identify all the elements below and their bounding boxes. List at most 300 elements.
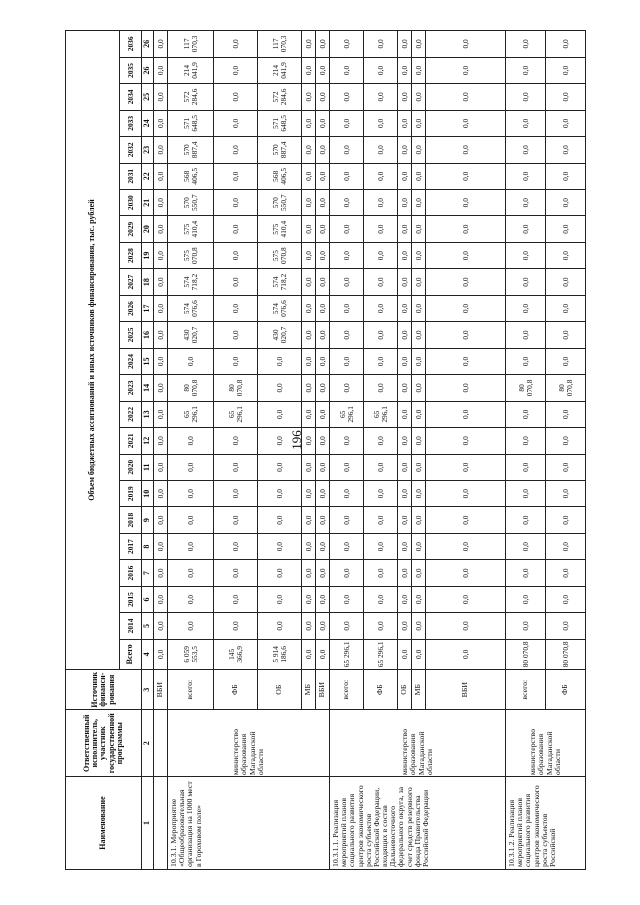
row-name: 10.3.1. Мероприятие «Общеобразовательная организация на 1000 мест в Гороховом поле» bbox=[168, 777, 330, 870]
value-year: 0,0 bbox=[546, 163, 586, 189]
column-number: 15 bbox=[142, 348, 154, 374]
value-total: 0,0 bbox=[426, 639, 506, 669]
value-year: 0,0 bbox=[546, 428, 586, 454]
value-year: 0,0 bbox=[426, 163, 506, 189]
value-year: 0,0 bbox=[364, 110, 398, 136]
value-year: 0,0 bbox=[412, 322, 426, 348]
column-number: 22 bbox=[142, 163, 154, 189]
funding-source: МБ bbox=[302, 669, 316, 709]
value-year: 0,0 bbox=[364, 507, 398, 533]
value-year: 0,0 bbox=[154, 507, 168, 533]
value-year: 0,0 bbox=[546, 84, 586, 110]
value-year: 0,0 bbox=[214, 560, 258, 586]
row-name: 10.3.1.1. Реализация мероприятий планов социального развития центров экономического роста субъектов Российской Федерации, входящих в состав Дальневосточного федерального округа, за счет средств резервного фонда Правительства Российской Федерации bbox=[330, 777, 506, 870]
value-year: 0,0 bbox=[412, 57, 426, 83]
value-year: 0,0 bbox=[412, 348, 426, 374]
value-year: 0,0 bbox=[412, 586, 426, 612]
value-year: 0,0 bbox=[398, 586, 412, 612]
column-number: 19 bbox=[142, 242, 154, 268]
value-year: 0,0 bbox=[412, 269, 426, 295]
value-year: 0,0 bbox=[316, 613, 330, 639]
value-year: 0,0 bbox=[546, 189, 586, 215]
value-total: 0,0 bbox=[302, 639, 316, 669]
value-year: 0,0 bbox=[546, 560, 586, 586]
value-year: 0,0 bbox=[154, 533, 168, 559]
value-year: 0,0 bbox=[330, 189, 364, 215]
value-year: 0,0 bbox=[426, 480, 506, 506]
value-year: 0,0 bbox=[316, 216, 330, 242]
value-year: 0,0 bbox=[398, 189, 412, 215]
column-number: 21 bbox=[142, 189, 154, 215]
value-year: 0,0 bbox=[364, 189, 398, 215]
value-year: 0,0 bbox=[506, 242, 546, 268]
value-year: 0,0 bbox=[214, 269, 258, 295]
value-year: 0,0 bbox=[302, 533, 316, 559]
value-total: 65 296,1 bbox=[364, 639, 398, 669]
row-responsible: министерство образования Магаданской области bbox=[168, 710, 330, 777]
value-year: 0,0 bbox=[258, 375, 302, 401]
value-year: 574 718,2 bbox=[168, 269, 214, 295]
table-row bbox=[154, 31, 168, 870]
value-year: 0,0 bbox=[214, 189, 258, 215]
value-year: 0,0 bbox=[330, 137, 364, 163]
value-year: 0,0 bbox=[214, 216, 258, 242]
value-year: 0,0 bbox=[316, 242, 330, 268]
value-year: 0,0 bbox=[506, 84, 546, 110]
value-year: 0,0 bbox=[214, 137, 258, 163]
header-year: 2018 bbox=[120, 507, 142, 533]
value-total: 0,0 bbox=[154, 639, 168, 669]
value-year: 0,0 bbox=[364, 428, 398, 454]
value-year: 0,0 bbox=[546, 57, 586, 83]
value-year: 570 550,7 bbox=[258, 189, 302, 215]
value-year: 0,0 bbox=[316, 110, 330, 136]
value-year: 0,0 bbox=[330, 454, 364, 480]
column-number: 6 bbox=[142, 586, 154, 612]
value-year: 0,0 bbox=[154, 560, 168, 586]
value-year: 0,0 bbox=[364, 454, 398, 480]
value-year: 570 887,4 bbox=[168, 137, 214, 163]
header-year: 2035 bbox=[120, 57, 142, 83]
value-year: 0,0 bbox=[302, 242, 316, 268]
value-year: 0,0 bbox=[398, 216, 412, 242]
value-year: 0,0 bbox=[546, 322, 586, 348]
value-year: 0,0 bbox=[330, 31, 364, 58]
value-year: 574 076,6 bbox=[168, 295, 214, 321]
value-year: 0,0 bbox=[302, 137, 316, 163]
value-year: 0,0 bbox=[154, 322, 168, 348]
value-year: 0,0 bbox=[426, 110, 506, 136]
value-year: 0,0 bbox=[154, 57, 168, 83]
value-year: 0,0 bbox=[364, 560, 398, 586]
value-year: 0,0 bbox=[364, 533, 398, 559]
value-year: 0,0 bbox=[412, 110, 426, 136]
value-year: 0,0 bbox=[258, 428, 302, 454]
value-year: 575 070,8 bbox=[168, 242, 214, 268]
value-year: 572 284,6 bbox=[258, 84, 302, 110]
value-year: 0,0 bbox=[302, 560, 316, 586]
column-number: 18 bbox=[142, 269, 154, 295]
value-year: 0,0 bbox=[330, 375, 364, 401]
value-year: 0,0 bbox=[426, 533, 506, 559]
row-responsible: министерство образования Магаданской области bbox=[330, 710, 506, 777]
value-year: 0,0 bbox=[412, 31, 426, 58]
value-year: 0,0 bbox=[214, 31, 258, 58]
table-row bbox=[330, 31, 364, 870]
value-year: 0,0 bbox=[316, 560, 330, 586]
value-year: 0,0 bbox=[214, 454, 258, 480]
column-number: 11 bbox=[142, 454, 154, 480]
value-year: 0,0 bbox=[426, 507, 506, 533]
value-year: 0,0 bbox=[214, 57, 258, 83]
value-year: 0,0 bbox=[506, 428, 546, 454]
value-year: 0,0 bbox=[168, 613, 214, 639]
value-year: 0,0 bbox=[398, 454, 412, 480]
value-year: 574 718,2 bbox=[258, 269, 302, 295]
value-year: 0,0 bbox=[330, 110, 364, 136]
value-year: 0,0 bbox=[398, 533, 412, 559]
value-year: 65 296,1 bbox=[168, 401, 214, 427]
value-year: 572 284,6 bbox=[168, 84, 214, 110]
value-year: 0,0 bbox=[426, 586, 506, 612]
header-year: 2026 bbox=[120, 295, 142, 321]
column-number: 17 bbox=[142, 295, 154, 321]
value-year: 0,0 bbox=[214, 242, 258, 268]
value-year: 0,0 bbox=[426, 560, 506, 586]
value-year: 0,0 bbox=[258, 454, 302, 480]
column-number: 23 bbox=[142, 137, 154, 163]
value-year: 0,0 bbox=[154, 401, 168, 427]
value-year: 0,0 bbox=[214, 84, 258, 110]
value-year: 0,0 bbox=[426, 216, 506, 242]
value-year: 0,0 bbox=[364, 348, 398, 374]
header-year: 2029 bbox=[120, 216, 142, 242]
column-number: 12 bbox=[142, 428, 154, 454]
value-year: 0,0 bbox=[302, 375, 316, 401]
value-year: 0,0 bbox=[214, 322, 258, 348]
value-year: 0,0 bbox=[316, 454, 330, 480]
header-year: 2021 bbox=[120, 428, 142, 454]
value-year: 0,0 bbox=[398, 480, 412, 506]
value-year: 0,0 bbox=[302, 295, 316, 321]
value-year: 574 076,6 bbox=[258, 295, 302, 321]
header-year: 2014 bbox=[120, 613, 142, 639]
value-year: 0,0 bbox=[364, 57, 398, 83]
value-year: 0,0 bbox=[154, 428, 168, 454]
value-year: 0,0 bbox=[316, 507, 330, 533]
column-number: 14 bbox=[142, 375, 154, 401]
value-year: 0,0 bbox=[412, 216, 426, 242]
value-year: 0,0 bbox=[398, 401, 412, 427]
value-year: 0,0 bbox=[546, 31, 586, 58]
value-year: 0,0 bbox=[214, 295, 258, 321]
header-year: 2034 bbox=[120, 84, 142, 110]
column-number: 7 bbox=[142, 560, 154, 586]
value-year: 0,0 bbox=[302, 322, 316, 348]
value-year: 0,0 bbox=[398, 560, 412, 586]
value-year: 0,0 bbox=[330, 348, 364, 374]
value-year: 0,0 bbox=[154, 613, 168, 639]
value-total: 80 070,8 bbox=[506, 639, 546, 669]
value-year: 0,0 bbox=[330, 613, 364, 639]
value-year: 0,0 bbox=[154, 586, 168, 612]
header-responsible: Ответственный исполнитель, участник государственной программы bbox=[66, 710, 142, 777]
value-year: 568 406,5 bbox=[258, 163, 302, 189]
value-year: 0,0 bbox=[302, 348, 316, 374]
header-year: 2020 bbox=[120, 454, 142, 480]
value-year: 0,0 bbox=[506, 401, 546, 427]
value-year: 0,0 bbox=[330, 586, 364, 612]
value-year: 0,0 bbox=[412, 454, 426, 480]
header-name: Наименование bbox=[66, 777, 142, 870]
value-year: 0,0 bbox=[214, 480, 258, 506]
value-year: 0,0 bbox=[330, 295, 364, 321]
value-year: 0,0 bbox=[426, 401, 506, 427]
value-year: 0,0 bbox=[154, 454, 168, 480]
value-total: 6 059 553,5 bbox=[168, 639, 214, 669]
value-year: 0,0 bbox=[412, 507, 426, 533]
value-year: 0,0 bbox=[364, 322, 398, 348]
header-year: 2033 bbox=[120, 110, 142, 136]
value-year: 0,0 bbox=[412, 295, 426, 321]
value-year: 0,0 bbox=[302, 480, 316, 506]
value-year: 0,0 bbox=[258, 348, 302, 374]
value-year: 0,0 bbox=[364, 375, 398, 401]
funding-source: ФБ bbox=[214, 669, 258, 709]
value-year: 0,0 bbox=[168, 348, 214, 374]
value-year: 0,0 bbox=[506, 110, 546, 136]
value-year: 0,0 bbox=[398, 269, 412, 295]
value-year: 0,0 bbox=[426, 84, 506, 110]
funding-source: ОБ bbox=[258, 669, 302, 709]
value-year: 0,0 bbox=[214, 613, 258, 639]
header-source: Источник финанси-рования bbox=[66, 669, 142, 709]
value-year: 0,0 bbox=[214, 163, 258, 189]
value-year: 80 070,8 bbox=[168, 375, 214, 401]
row-responsible: министерство образования Магаданской области bbox=[506, 710, 586, 777]
value-year: 0,0 bbox=[398, 57, 412, 83]
value-year: 0,0 bbox=[546, 613, 586, 639]
header-year: 2027 bbox=[120, 269, 142, 295]
value-total: 0,0 bbox=[412, 639, 426, 669]
value-total: 0,0 bbox=[398, 639, 412, 669]
value-year: 0,0 bbox=[154, 295, 168, 321]
column-number: 20 bbox=[142, 216, 154, 242]
header-year: 2032 bbox=[120, 137, 142, 163]
header-year: 2023 bbox=[120, 375, 142, 401]
value-year: 0,0 bbox=[506, 189, 546, 215]
value-year: 0,0 bbox=[330, 507, 364, 533]
value-year: 0,0 bbox=[398, 613, 412, 639]
funding-source: ФБ bbox=[546, 669, 586, 709]
value-year: 0,0 bbox=[330, 533, 364, 559]
value-year: 0,0 bbox=[426, 189, 506, 215]
value-year: 80 070,8 bbox=[506, 375, 546, 401]
column-number: 2 bbox=[142, 710, 154, 777]
value-year: 0,0 bbox=[316, 348, 330, 374]
value-year: 0,0 bbox=[546, 242, 586, 268]
value-year: 0,0 bbox=[316, 533, 330, 559]
value-year: 0,0 bbox=[546, 454, 586, 480]
value-year: 0,0 bbox=[168, 586, 214, 612]
value-year: 0,0 bbox=[546, 295, 586, 321]
value-year: 0,0 bbox=[364, 586, 398, 612]
value-year: 0,0 bbox=[330, 322, 364, 348]
header-total: Всего bbox=[120, 639, 142, 669]
value-year: 0,0 bbox=[330, 57, 364, 83]
page-number: 196 bbox=[289, 430, 304, 450]
value-year: 571 648,5 bbox=[168, 110, 214, 136]
value-year: 0,0 bbox=[426, 31, 506, 58]
header-year: 2030 bbox=[120, 189, 142, 215]
value-year: 0,0 bbox=[506, 507, 546, 533]
value-year: 0,0 bbox=[330, 84, 364, 110]
value-year: 0,0 bbox=[258, 401, 302, 427]
value-year: 0,0 bbox=[316, 269, 330, 295]
value-year: 0,0 bbox=[302, 31, 316, 58]
value-year: 0,0 bbox=[506, 163, 546, 189]
column-number: 9 bbox=[142, 507, 154, 533]
value-year: 0,0 bbox=[154, 348, 168, 374]
value-year: 0,0 bbox=[364, 480, 398, 506]
value-year: 0,0 bbox=[506, 269, 546, 295]
value-year: 0,0 bbox=[364, 137, 398, 163]
value-year: 0,0 bbox=[168, 560, 214, 586]
value-year: 0,0 bbox=[364, 269, 398, 295]
value-year: 0,0 bbox=[154, 137, 168, 163]
column-number: 1 bbox=[142, 777, 154, 870]
value-year: 568 406,5 bbox=[168, 163, 214, 189]
column-number: 16 bbox=[142, 322, 154, 348]
value-year: 0,0 bbox=[506, 295, 546, 321]
value-year: 0,0 bbox=[330, 242, 364, 268]
value-year: 0,0 bbox=[546, 137, 586, 163]
value-year: 0,0 bbox=[168, 480, 214, 506]
value-year: 65 296,1 bbox=[364, 401, 398, 427]
funding-source: всего: bbox=[330, 669, 364, 709]
row-name bbox=[154, 777, 168, 870]
value-year: 0,0 bbox=[316, 295, 330, 321]
value-year: 0,0 bbox=[302, 57, 316, 83]
column-number: 26 bbox=[142, 57, 154, 83]
value-year: 575 410,4 bbox=[168, 216, 214, 242]
value-year: 214 041,9 bbox=[258, 57, 302, 83]
table-row bbox=[506, 31, 546, 870]
value-year: 0,0 bbox=[258, 507, 302, 533]
value-year: 0,0 bbox=[302, 613, 316, 639]
header-year: 2022 bbox=[120, 401, 142, 427]
value-year: 575 070,8 bbox=[258, 242, 302, 268]
value-year: 0,0 bbox=[398, 322, 412, 348]
value-year: 0,0 bbox=[506, 560, 546, 586]
value-year: 0,0 bbox=[426, 348, 506, 374]
value-year: 0,0 bbox=[330, 163, 364, 189]
value-year: 0,0 bbox=[302, 163, 316, 189]
value-year: 0,0 bbox=[546, 110, 586, 136]
value-year: 0,0 bbox=[412, 242, 426, 268]
value-year: 0,0 bbox=[398, 507, 412, 533]
value-year: 0,0 bbox=[330, 216, 364, 242]
column-number: 5 bbox=[142, 613, 154, 639]
value-year: 0,0 bbox=[258, 533, 302, 559]
header-year: 2024 bbox=[120, 348, 142, 374]
value-year: 0,0 bbox=[364, 31, 398, 58]
column-number: 13 bbox=[142, 401, 154, 427]
value-year: 0,0 bbox=[302, 216, 316, 242]
value-year: 0,0 bbox=[546, 586, 586, 612]
value-year: 0,0 bbox=[426, 322, 506, 348]
value-year: 430 020,7 bbox=[168, 322, 214, 348]
column-number: 4 bbox=[142, 639, 154, 669]
header-year: 2016 bbox=[120, 560, 142, 586]
value-year: 0,0 bbox=[546, 216, 586, 242]
column-number: 24 bbox=[142, 110, 154, 136]
funding-source: ВБИ bbox=[316, 669, 330, 709]
value-year: 0,0 bbox=[302, 454, 316, 480]
value-year: 430 020,7 bbox=[258, 322, 302, 348]
value-year: 0,0 bbox=[398, 137, 412, 163]
value-year: 575 410,4 bbox=[258, 216, 302, 242]
table-row bbox=[168, 31, 214, 870]
column-number: 25 bbox=[142, 84, 154, 110]
value-year: 570 550,7 bbox=[168, 189, 214, 215]
value-year: 117 070,3 bbox=[258, 31, 302, 58]
value-year: 0,0 bbox=[258, 480, 302, 506]
value-year: 571 648,5 bbox=[258, 110, 302, 136]
column-number: 10 bbox=[142, 480, 154, 506]
value-year: 0,0 bbox=[154, 480, 168, 506]
column-number: 26 bbox=[142, 31, 154, 58]
column-number: 3 bbox=[142, 669, 154, 709]
header-year: 2028 bbox=[120, 242, 142, 268]
row-responsible bbox=[154, 710, 168, 777]
column-number: 8 bbox=[142, 533, 154, 559]
value-year: 0,0 bbox=[154, 31, 168, 58]
value-year: 0,0 bbox=[506, 322, 546, 348]
value-year: 65 296,1 bbox=[330, 401, 364, 427]
value-year: 0,0 bbox=[154, 216, 168, 242]
value-year: 0,0 bbox=[214, 507, 258, 533]
header-year: 2015 bbox=[120, 586, 142, 612]
funding-source: ВБИ bbox=[426, 669, 506, 709]
value-year: 0,0 bbox=[154, 84, 168, 110]
value-year: 0,0 bbox=[302, 269, 316, 295]
value-year: 0,0 bbox=[546, 480, 586, 506]
value-year: 0,0 bbox=[302, 84, 316, 110]
value-year: 0,0 bbox=[168, 454, 214, 480]
value-year: 0,0 bbox=[426, 269, 506, 295]
value-year: 0,0 bbox=[398, 348, 412, 374]
value-year: 0,0 bbox=[168, 533, 214, 559]
value-year: 0,0 bbox=[364, 613, 398, 639]
funding-source: ФБ bbox=[364, 669, 398, 709]
funding-source: МБ bbox=[412, 669, 426, 709]
value-year: 0,0 bbox=[154, 189, 168, 215]
value-year: 0,0 bbox=[316, 322, 330, 348]
value-year: 80 070,8 bbox=[546, 375, 586, 401]
value-year: 0,0 bbox=[398, 110, 412, 136]
value-year: 0,0 bbox=[302, 586, 316, 612]
value-year: 0,0 bbox=[214, 348, 258, 374]
value-year: 0,0 bbox=[330, 560, 364, 586]
value-year: 0,0 bbox=[330, 428, 364, 454]
value-total: 5 914 186,6 bbox=[258, 639, 302, 669]
value-year: 0,0 bbox=[316, 586, 330, 612]
value-total: 80 070,8 bbox=[546, 639, 586, 669]
value-total: 145 366,9 bbox=[214, 639, 258, 669]
value-year: 0,0 bbox=[426, 375, 506, 401]
value-year: 0,0 bbox=[214, 533, 258, 559]
